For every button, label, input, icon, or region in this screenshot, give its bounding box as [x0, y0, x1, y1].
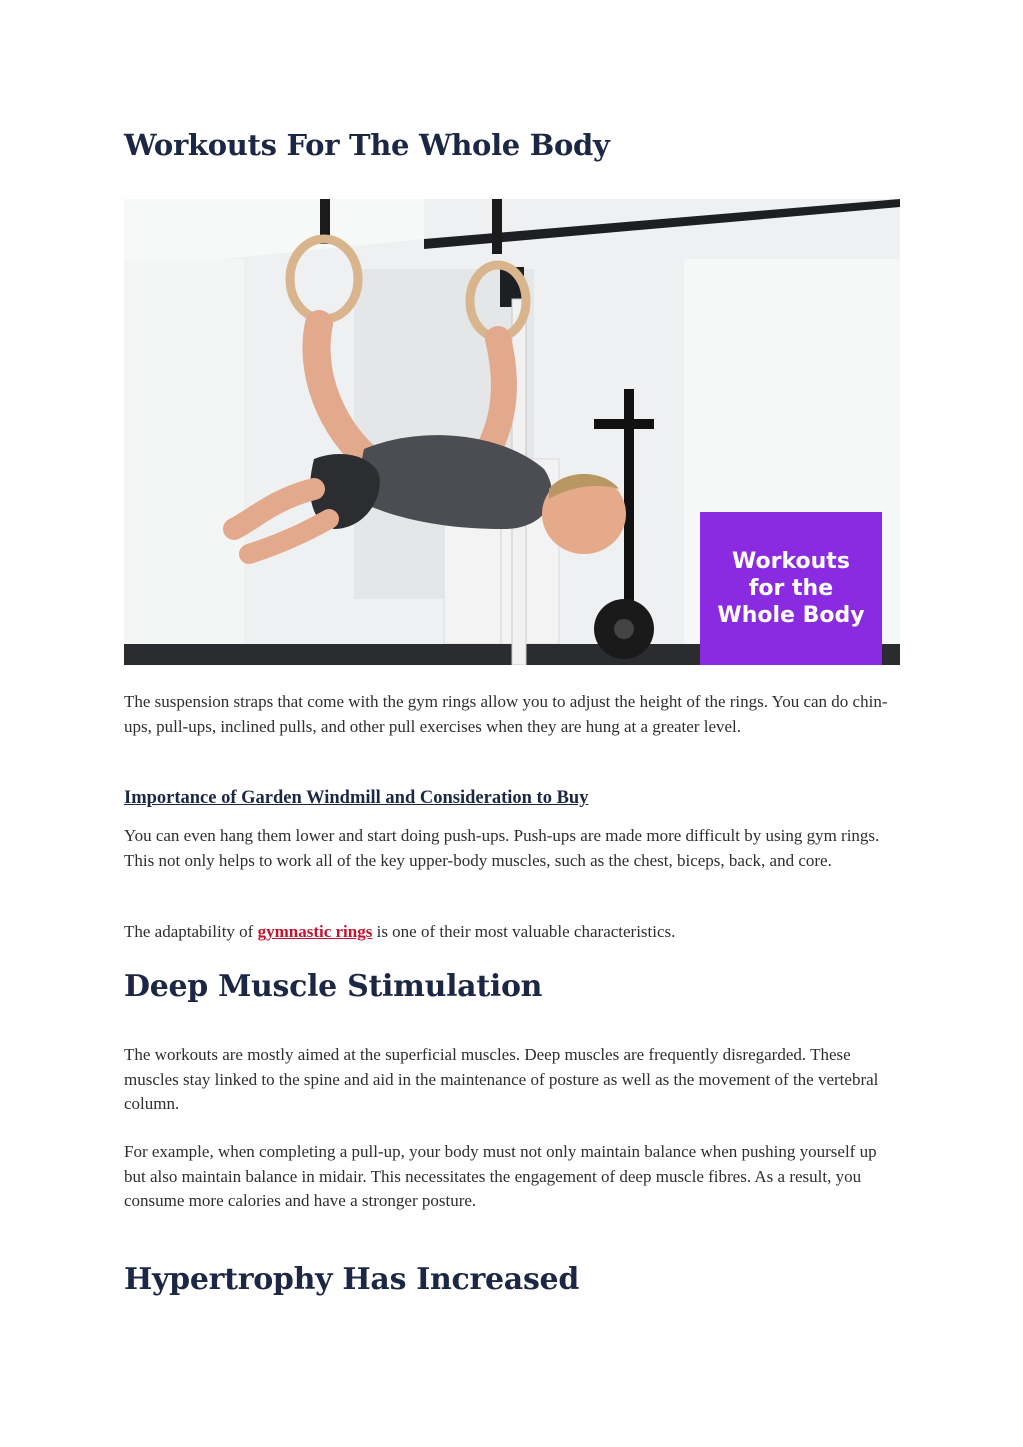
paragraph-pull-up-example: For example, when completing a pull-up, your body must not only maintain balance when pushing yourself up but also maintain balance in midair. This necessitates the engagement of deep muscle fibres. As a result, you consume more calories and have a stronger posture. [124, 1142, 877, 1210]
adaptability-text-after: is one of their most valuable characteristics. [372, 922, 676, 941]
adaptability-text-before: The adaptability of [124, 922, 258, 941]
gymnastic-rings-link[interactable]: gymnastic rings [257, 922, 373, 941]
hero-badge-label: Workouts for the Whole Body [717, 549, 865, 628]
page-title: Workouts For The Whole Body [124, 128, 610, 162]
heading-deep-muscle: Deep Muscle Stimulation [124, 969, 543, 1004]
paragraph-push-ups: You can even hang them lower and start doing push-ups. Push-ups are made more difficult by using gym rings. This not only helps to work all of the key upper-body muscles, such as the chest, biceps, back, and core. [124, 826, 880, 870]
paragraph-adaptability [124, 920, 894, 945]
paragraph-suspension-straps: The suspension straps that come with the gym rings allow you to adjust the height of the rings. You can do chin-ups, pull-ups, inclined pulls, and other pull exercises when they are hung at a greater level. [124, 692, 888, 736]
heading-hypertrophy: Hypertrophy Has Increased [124, 1262, 579, 1297]
paragraph-superficial-muscles: The workouts are mostly aimed at the superficial muscles. Deep muscles are frequently disregarded. These muscles stay linked to the spine and aid in the maintenance of posture as well as the movement of the vertebral column. [124, 1045, 879, 1113]
garden-windmill-link[interactable]: Importance of Garden Windmill and Consideration to Buy [124, 788, 589, 808]
